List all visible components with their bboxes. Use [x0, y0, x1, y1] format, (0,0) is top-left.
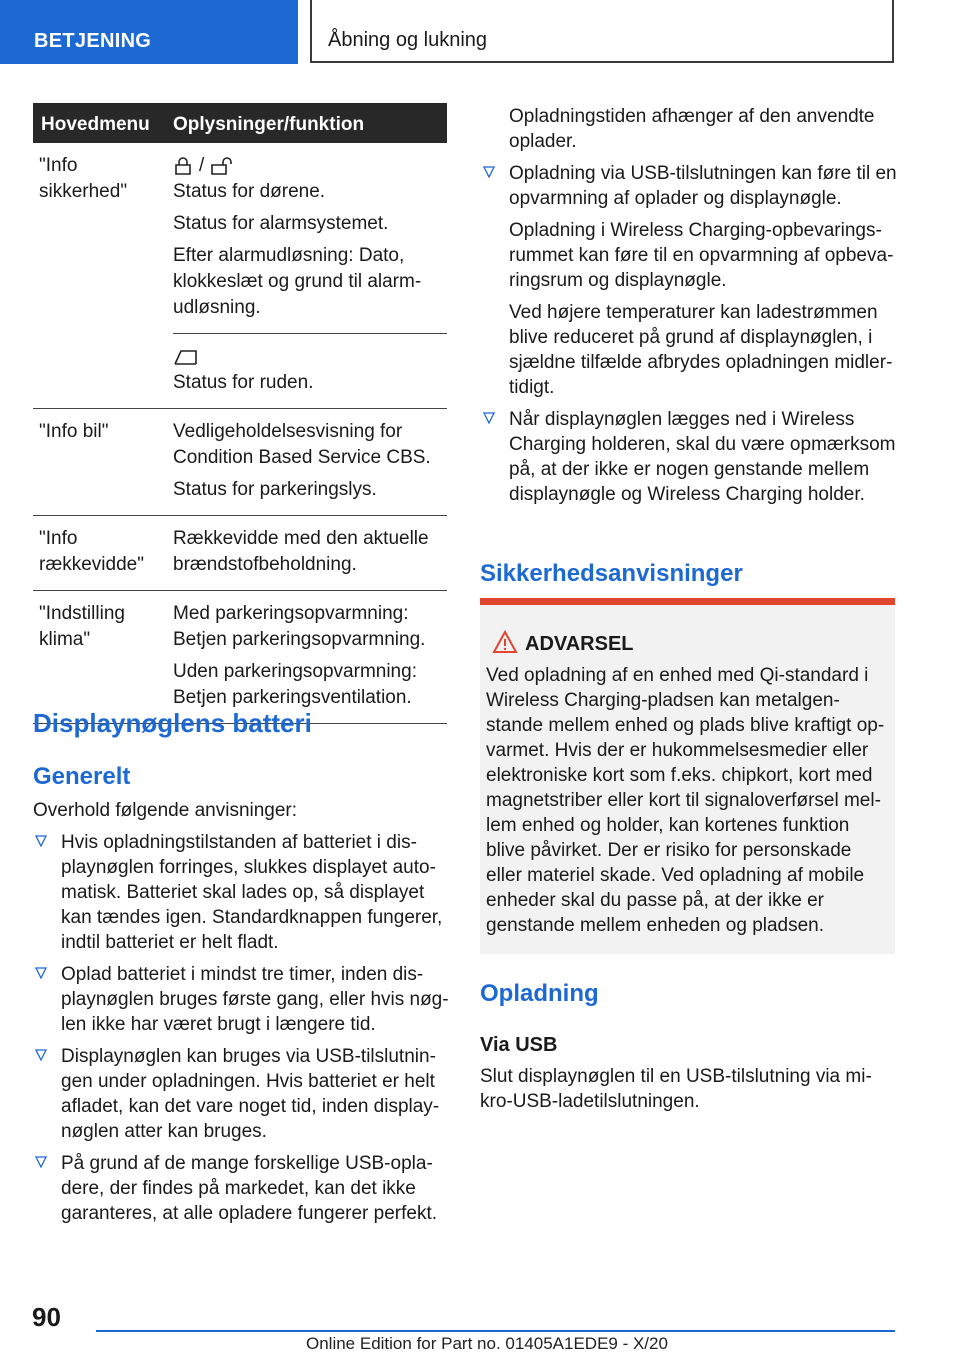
page-number: 90 [32, 1302, 61, 1332]
menu-table [33, 103, 447, 724]
footer-rule [96, 1330, 895, 1332]
list-item [33, 962, 449, 1037]
table-header [33, 103, 447, 143]
window-icon [173, 348, 199, 366]
warning-text: Ved opladning af en enhed med Qi-standard i Wireless Charging-pladsen kan metalgenstande mellem enhed og plads blive kraftigt opvarmet. Hvis der er hukommelsesmedier eller elektroniske kort som f.eks. chipkort, kort med magnetstriber eller kort til signaloverførsel mellem enhed og holder, kan kortenes funktion blive påvirket. Der er risiko for personskade eller materiel skade. Ved opladning af mobile enheder skal du passe på, at der ikke er genstande mellem enheden og pladsen. [486, 665, 885, 936]
continued-paragraph: Opladningstiden afhænger af den anvendte oplader. [509, 106, 875, 152]
usb-heading: Via USB [480, 1034, 558, 1056]
info-line: Status for parkeringslys. [173, 479, 377, 500]
bullet-triangle-icon [483, 166, 495, 178]
info-line: Vedligeholdelsesvisning for Condition Based Service CBS. [173, 421, 431, 468]
row-label: "Info bil" [39, 421, 109, 442]
row-label: "Info rækkevidde" [39, 528, 144, 575]
info-line: Status for dørene. [173, 181, 326, 202]
col-header-main-menu: Hovedmenu [41, 114, 150, 135]
bullet-triangle-icon [483, 412, 495, 424]
bullet-triangle-icon [35, 1049, 47, 1061]
list-item [33, 1151, 449, 1226]
chapter-title: Åbning og lukning [328, 29, 488, 51]
section-tab [0, 0, 298, 64]
door-status-icons [173, 153, 447, 179]
info-line: Uden parkeringsopvarmning: Betjen parkeringsventilation. [173, 661, 417, 708]
warning-title: ADVARSEL [525, 633, 634, 655]
charging-notes [481, 104, 897, 514]
row-label: "Info sikkerhed" [39, 155, 128, 202]
intro-text: Overhold følgende anvisninger: [33, 800, 298, 821]
window-status-icon-wrap [173, 344, 447, 370]
warning-box [480, 598, 895, 954]
charging-heading: Opladning [480, 980, 599, 1007]
list-item-text: Når displaynøglen lægges ned i Wireless Charging holderen, skal du være opmærksom på, at der ikke er nogen genstande mellem displaynøgle og Wireless Charging holder. [509, 409, 896, 505]
list-item-text: Hvis opladningstilstanden af batteriet i displaynøglen forringes, slukkes displayet automatisk. Batteriet skal lades op, så displayet kan tændes igen. Standardknappen fungerer, indtil batteriet er helt fladt. [61, 832, 443, 953]
col-header-info: Oplysninger/funktion [173, 114, 365, 135]
info-line: Rækkevidde med den aktuelle brændstofbeholdning. [173, 528, 429, 575]
info-line: Med parkeringsopvarmning: Betjen parkeringsopvarmning. [173, 603, 426, 650]
list-item [481, 161, 897, 211]
bullet-paragraph: Opladning i Wireless Charging-opbevaringsrummet kan føre til en opvarmning af opbevaringsrum og displaynøgle. [509, 220, 894, 291]
table-row [33, 591, 447, 724]
section-heading: Displaynøglens batteri [33, 708, 312, 738]
list-item [33, 1044, 449, 1144]
door-locked-icon [173, 157, 193, 175]
list-item [33, 830, 449, 955]
battery-bullet-list [33, 830, 449, 1233]
list-item-text: Oplad batteriet i mindst tre timer, inden displaynøglen bruges første gang, eller hvis nøglen ikke har været brugt i længere tid. [61, 964, 449, 1035]
edition-text: Online Edition for Part no. 01405A1EDE9 - X/20 [306, 1334, 668, 1353]
safety-heading: Sikkerhedsanvisninger [480, 560, 743, 587]
bullet-triangle-icon [35, 835, 47, 847]
table-row [33, 409, 447, 516]
bullet-paragraph: Ved højere temperaturer kan ladestrømmen blive reduceret på grund af displaynøglen, i sjældne tilfælde afbrydes opladningen midlertidigt. [509, 302, 893, 398]
bullet-triangle-icon [35, 1156, 47, 1168]
bullet-triangle-icon [35, 967, 47, 979]
section-label: BETJENING [34, 30, 152, 52]
list-item-text: På grund af de mange forskellige USB-opladere, der findes på markedet, kan det ikke garanteres, at alle opladere fungerer perfekt. [61, 1153, 438, 1224]
table-row [33, 143, 447, 409]
table-row [33, 516, 447, 591]
info-line: Status for alarmsystemet. [173, 213, 389, 234]
icon-separator: / [199, 155, 205, 176]
warning-triangle-icon [492, 630, 518, 654]
subsection-heading: Generelt [33, 763, 131, 790]
info-line: Efter alarmudløsning: Dato, klokkeslæt og grund til alarmudløsning. [173, 245, 422, 318]
row-label: "Indstilling klima" [39, 603, 125, 650]
usb-text: Slut displaynøglen til en USB-tilslutning via mikro-USB-ladetilslutningen. [480, 1066, 872, 1112]
info-line: Status for ruden. [173, 372, 314, 393]
chapter-title-box [310, 0, 894, 63]
list-item [481, 407, 897, 507]
door-unlocked-icon [210, 157, 238, 175]
list-item-text: Displaynøglen kan bruges via USB-tilslutningen under opladningen. Hvis batteriet er helt afladet, kan det vare noget tid, inden displaynøglen atter kan bruges. [61, 1046, 440, 1142]
list-item-text: Opladning via USB-tilslutningen kan føre til en opvarmning af oplader og displaynøgle. [509, 163, 897, 209]
